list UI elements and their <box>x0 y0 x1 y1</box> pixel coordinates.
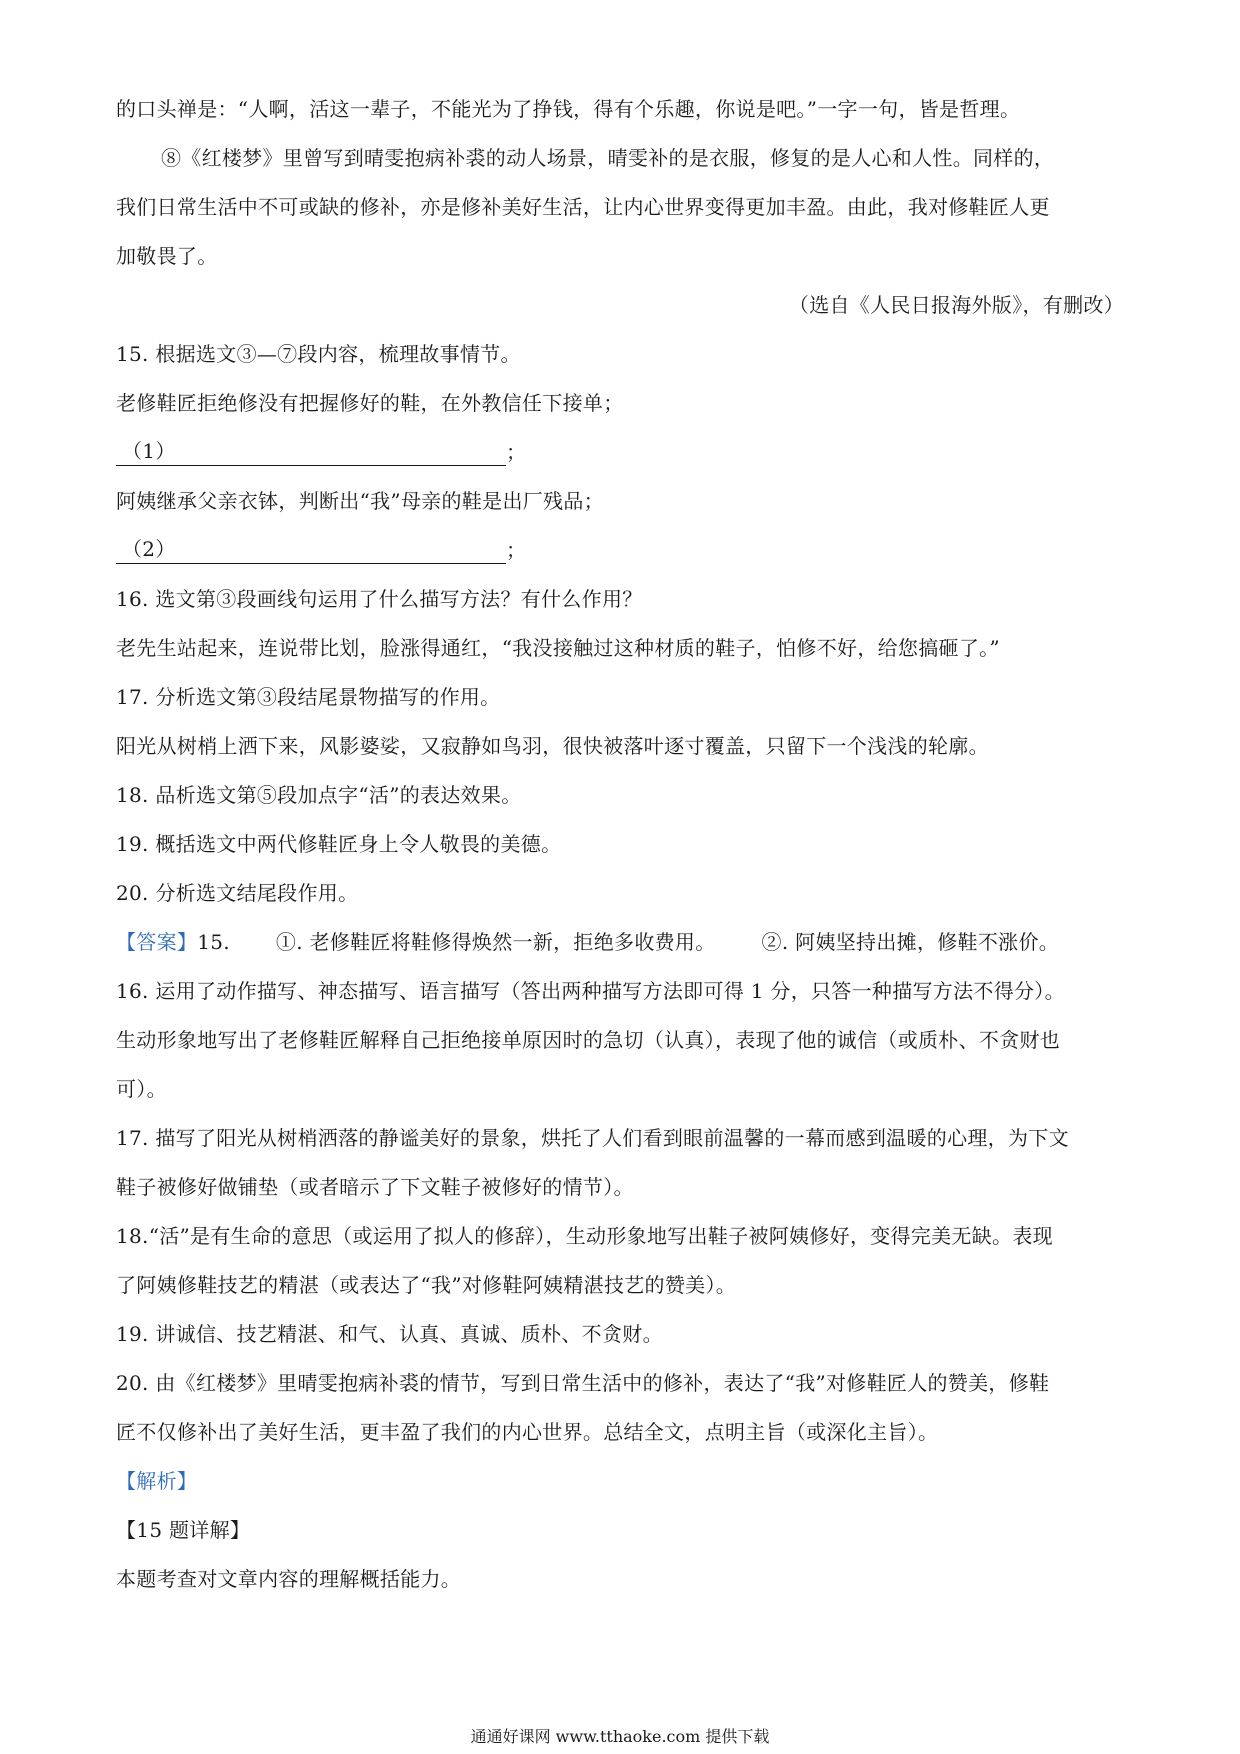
answer-16-line: 生动形象地写出了老修鞋匠解释自己拒绝接单原因时的急切（认真），表现了他的诚信（或质朴、不贪财也 <box>116 1028 1061 1052</box>
answer-15-row <box>116 928 1124 956</box>
passage-line: 的口头禅是：“人啊，活这一辈子，不能光为了挣钱，得有个乐趣，你说是吧。”一字一句，皆是哲理。 <box>116 97 1021 121</box>
blank-label: （2） <box>122 537 176 561</box>
question-16: 16. 选文第③段画线句运用了什么描写方法？有什么作用？ <box>116 587 643 611</box>
blank-label: （1） <box>122 439 176 463</box>
answer-15-number: 15. <box>197 930 230 954</box>
answer-20-line: 20. 由《红楼梦》里晴雯抱病补裘的情节，写到日常生活中的修补，表达了“我”对修鞋匠人的赞美，修鞋 <box>116 1371 1050 1395</box>
analysis-tag: 【解析】 <box>116 1469 198 1493</box>
answer-blank-1-row <box>116 438 1124 466</box>
footer-download-note: 通通好课网 www.tthaoke.com 提供下载 <box>470 1727 770 1746</box>
answer-16-line: 可）。 <box>116 1077 167 1101</box>
answer-19: 19. 讲诚信、技艺精湛、和气、认真、真诚、质朴、不贪财。 <box>116 1322 663 1346</box>
answer-blank-2-row <box>116 536 1124 564</box>
answer-17-line: 鞋子被修好做铺垫（或者暗示了下文鞋子被修好的情节）。 <box>116 1175 634 1199</box>
question-18: 18. 品析选文第⑤段加点字“活”的表达效果。 <box>116 783 522 807</box>
passage-line: 我们日常生活中不可或缺的修补，亦是修补美好生活，让内心世界变得更加丰盈。由此，我对修鞋匠人更 <box>116 195 1050 219</box>
question-15-step-1: 老修鞋匠拒绝修没有把握修好的鞋，在外教信任下接单； <box>116 391 624 415</box>
question-20: 20. 分析选文结尾段作用。 <box>116 881 359 905</box>
question-17-quote: 阳光从树梢上洒下来，风影婆娑，又寂静如鸟羽，很快被落叶逐寸覆盖，只留下一个浅浅的轮廓。 <box>116 734 989 758</box>
answer-18-line: 18.“活”是有生命的意思（或运用了拟人的修辞），生动形象地写出鞋子被阿姨修好，变得完美无缺。表现 <box>116 1224 1053 1248</box>
source-citation: （选自《人民日报海外版》，有删改） <box>788 293 1124 317</box>
passage-line: 加敬畏了。 <box>116 244 218 268</box>
question-17: 17. 分析选文第③段结尾景物描写的作用。 <box>116 685 501 709</box>
answer-17-line: 17. 描写了阳光从树梢洒落的静谧美好的景象，烘托了人们看到眼前温馨的一幕而感到温暖的心理，为下文 <box>116 1126 1069 1150</box>
answer-blank-1[interactable] <box>116 441 506 466</box>
answer-18-line: 了阿姨修鞋技艺的精湛（或表达了“我”对修鞋阿姨精湛技艺的赞美）。 <box>116 1273 737 1297</box>
answer-15-part-2: ②. 阿姨坚持出摊，修鞋不涨价。 <box>761 930 1060 954</box>
answer-blank-2[interactable] <box>116 539 506 564</box>
answer-20-line: 匠不仅修补出了美好生活，更丰盈了我们的内心世界。总结全文，点明主旨（或深化主旨）。 <box>116 1420 939 1444</box>
blank-end-mark: ； <box>506 440 527 464</box>
question-15-step-2: 阿姨继承父亲衣钵，判断出“我”母亲的鞋是出厂残品； <box>116 489 604 513</box>
answer-tag: 【答案】 <box>116 930 198 954</box>
answer-15-part-1: ①. 老修鞋匠将鞋修得焕然一新，拒绝多收费用。 <box>275 930 716 954</box>
analysis-detail-text: 本题考查对文章内容的理解概括能力。 <box>116 1567 462 1591</box>
question-16-quote: 老先生站起来，连说带比划，脸涨得通红，“我没接触过这种材质的鞋子，怕修不好，给您搞砸了。” <box>116 636 1000 660</box>
analysis-detail-heading: 【15 题详解】 <box>116 1518 251 1542</box>
question-15: 15. 根据选文③—⑦段内容，梳理故事情节。 <box>116 342 521 366</box>
blank-end-mark: ； <box>506 538 527 562</box>
question-19: 19. 概括选文中两代修鞋匠身上令人敬畏的美德。 <box>116 832 562 856</box>
answer-16-line: 16. 运用了动作描写、神态描写、语言描写（答出两种描写方法即可得 1 分，只答一种描写方法不得分）。 <box>116 979 1065 1003</box>
passage-line: ⑧《红楼梦》里曾写到晴雯抱病补裘的动人场景，晴雯补的是衣服，修复的是人心和人性。同样的， <box>161 146 1055 170</box>
